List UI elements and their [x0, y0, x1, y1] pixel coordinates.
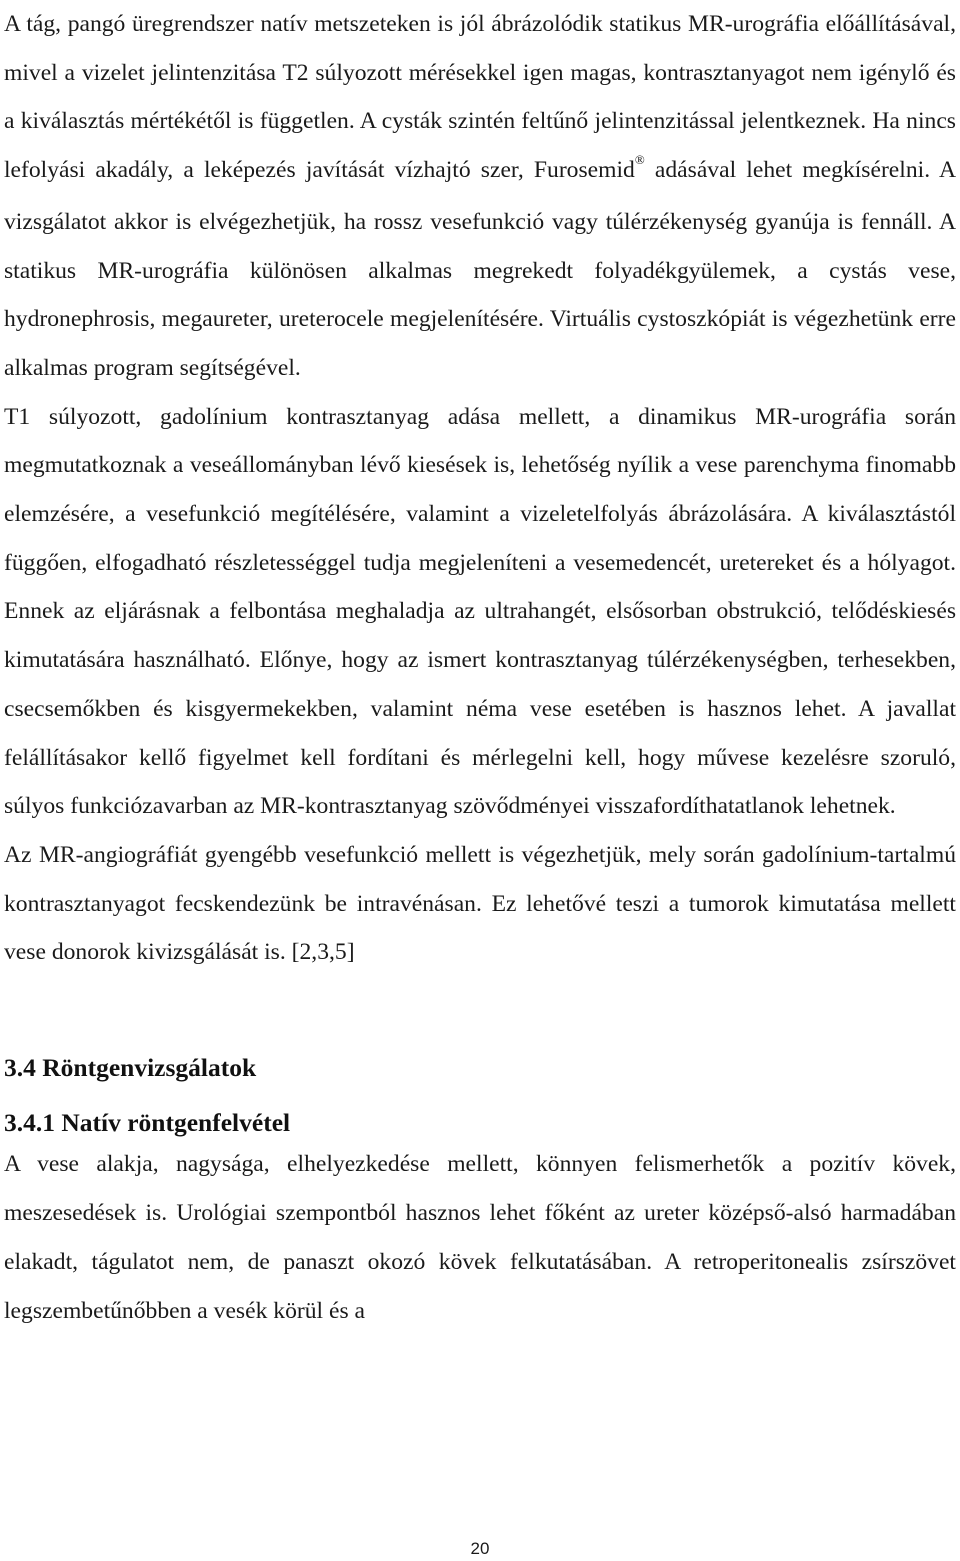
paragraph-static-mr-urography: [4, 0, 956, 393]
document-page: [4, 0, 956, 1335]
page-number: 20: [470, 1539, 490, 1558]
subsection-heading: 3.4.1 Natív röntgenfelvétel: [4, 1108, 291, 1138]
paragraph-native-xray: A vese alakja, nagysága, elhelyezkedése mellett, könnyen felismerhetők a pozitív kövek, meszesedések is. Urológiai szempontból hasznos lehet főként az ureter középső-alsó harmadában elakadt, tágulatot nem, de panaszt okozó kövek felkutatásában. A retroperitonealis zsírszövet legszembetűnőbben a vesék körül és a: [4, 1151, 956, 1324]
section-heading: 3.4 Röntgenvizsgálatok: [4, 1052, 257, 1082]
spacer: [4, 977, 956, 1026]
paragraph-text: adásával lehet megkísérelni. A vizsgálatot akkor is elvégezhetjük, ha rossz vesefunkció vagy túlérzékenység gyanúja is fennáll. A statikus MR-urográfia különösen alkalmas megrekedt folyadékgyülemek, a cystás vese, hydronephrosis, megaureter, ureterocele megjelenítésére. Virtuális cystoszkópiát is végezhetünk erre alkalmas program segítségével.: [4, 157, 956, 381]
paragraph-text: A tág, pangó üregrendszer natív metszeteken is jól ábrázolódik statikus MR-urográfia előállításával, mivel a vizelet jelintenzitása T2 súlyozott mérésekkel igen magas, kontrasztanyagot nem igénylő és a kiválasztás mértékétől is független. A cysták szintén feltűnő jelintenzitással jelentkeznek. Ha nincs lefolyási akadály, a leképezés javítását vízhajtó szer, Furosemid: [4, 11, 956, 184]
paragraph-mr-angiography: Az MR-angiográfiát gyengébb vesefunkció mellett is végezhetjük, mely során gadolínium-tartalmú kontrasztanyagot fecskendezünk be intravénásan. Ez lehetővé teszi a tumorok kimutatása mellett vese donorok kivizsgálását is. [2,3,5]: [4, 841, 956, 966]
paragraph-dynamic-mr-urography: T1 súlyozott, gadolínium kontrasztanyag adása mellett, a dinamikus MR-urográfia során megmutatkoznak a veseállományban lévő kiesések is, lehetőség nyílik a vese parenchyma finomabb elemzésére, a vesefunkció megítélésére, valamint a vizeletelfolyás ábrázolására. A kiválasztástól függően, elfogadható részletességgel tudja megjeleníteni a vesemedencét, uretereket és a hólyagot. Ennek az eljárásnak a felbontása meghaladja az ultrahangét, elsősorban obstrukció, telődéskiesés kimutatására használható. Előnye, hogy az ismert kontrasztanyag túlérzékenységben, terhesekben, csecsemőkben és kisgyermekekben, valamint néma vese esetében is hasznos lehet. A javallat felállításakor kellő figyelmet kell fordítani és mérlegelni kell, hogy művese kezelésre szoruló, súlyos funkciózavarban az MR-kontrasztanyag szövődményei visszafordíthatatlanok lehetnek.: [4, 403, 956, 820]
registered-mark: ®: [634, 152, 645, 168]
